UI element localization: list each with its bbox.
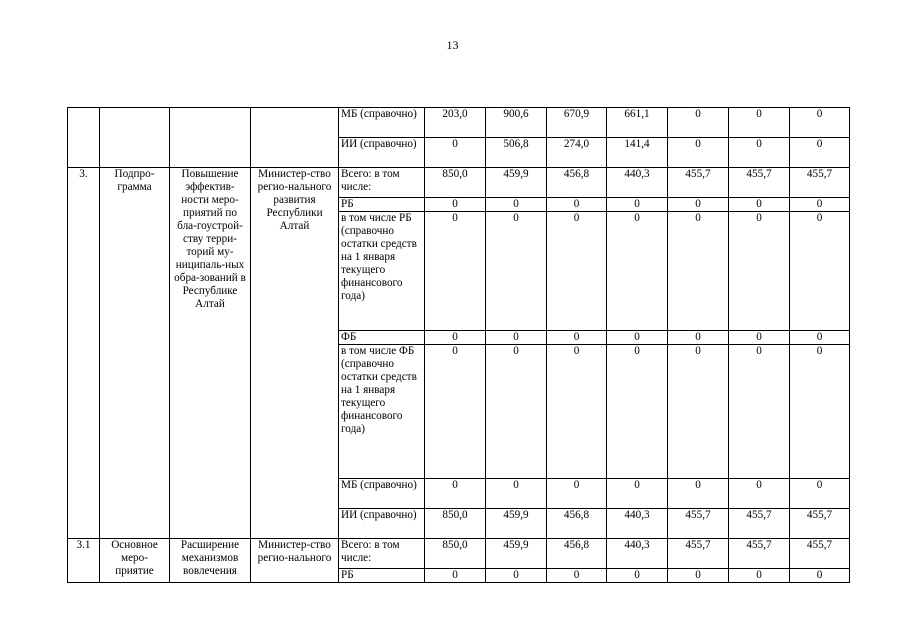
value-cell: 0	[547, 331, 607, 345]
value-cell: 0	[668, 138, 729, 168]
source-cell: МБ (справочно)	[339, 479, 425, 509]
value-cell: 455,7	[668, 539, 729, 569]
value-cell: 0	[607, 198, 668, 212]
status-cell	[100, 108, 170, 168]
value-cell: 141,4	[607, 138, 668, 168]
value-cell: 850,0	[425, 168, 486, 198]
value-cell: 0	[790, 138, 850, 168]
value-cell: 455,7	[790, 168, 850, 198]
executor-cell: Министер-ство регио-нального	[251, 539, 339, 583]
value-cell: 0	[425, 212, 486, 331]
value-cell: 440,3	[607, 539, 668, 569]
source-cell: ИИ (справочно)	[339, 509, 425, 539]
value-cell: 0	[729, 138, 790, 168]
source-cell: ИИ (справочно)	[339, 138, 425, 168]
value-cell: 0	[486, 212, 547, 331]
value-cell: 0	[668, 569, 729, 583]
name-cell: Повышение эффектив-ности меро-приятий по бла-гоустрой-ству терри-торий му-ниципаль-ных обра-зований в Республике Алтай	[170, 168, 251, 539]
value-cell: 900,6	[486, 108, 547, 138]
value-cell: 440,3	[607, 168, 668, 198]
value-cell: 0	[790, 331, 850, 345]
value-cell: 0	[486, 331, 547, 345]
value-cell: 0	[425, 138, 486, 168]
source-cell: ФБ	[339, 331, 425, 345]
value-cell: 0	[729, 212, 790, 331]
value-cell: 459,9	[486, 168, 547, 198]
value-cell: 0	[547, 345, 607, 479]
name-cell: Расширение механизмов вовлечения	[170, 539, 251, 583]
value-cell: 0	[668, 198, 729, 212]
page-number: 13	[446, 38, 459, 52]
table-row	[68, 168, 850, 198]
value-cell: 0	[607, 479, 668, 509]
value-cell: 0	[729, 345, 790, 479]
table-row	[68, 108, 850, 138]
value-cell: 0	[729, 108, 790, 138]
value-cell: 0	[668, 479, 729, 509]
source-cell: Всего: в том числе:	[339, 539, 425, 569]
value-cell: 455,7	[729, 509, 790, 539]
value-cell: 456,8	[547, 509, 607, 539]
value-cell: 0	[486, 569, 547, 583]
value-cell: 459,9	[486, 539, 547, 569]
value-cell: 455,7	[729, 539, 790, 569]
value-cell: 459,9	[486, 509, 547, 539]
value-cell: 440,3	[607, 509, 668, 539]
value-cell: 0	[425, 345, 486, 479]
number-cell	[68, 108, 100, 168]
value-cell: 0	[425, 331, 486, 345]
value-cell: 455,7	[790, 509, 850, 539]
value-cell: 455,7	[790, 539, 850, 569]
value-cell: 0	[425, 198, 486, 212]
value-cell: 0	[729, 569, 790, 583]
value-cell: 0	[668, 108, 729, 138]
value-cell: 0	[790, 569, 850, 583]
value-cell: 455,7	[668, 509, 729, 539]
value-cell: 0	[486, 479, 547, 509]
source-cell: РБ	[339, 569, 425, 583]
value-cell: 850,0	[425, 509, 486, 539]
value-cell: 0	[547, 479, 607, 509]
number-cell: 3.1	[68, 539, 100, 583]
value-cell: 0	[486, 345, 547, 479]
status-cell: Основное меро-приятие	[100, 539, 170, 583]
value-cell: 455,7	[668, 168, 729, 198]
value-cell: 456,8	[547, 539, 607, 569]
value-cell: 661,1	[607, 108, 668, 138]
source-cell: Всего: в том числе:	[339, 168, 425, 198]
value-cell: 274,0	[547, 138, 607, 168]
value-cell: 0	[729, 331, 790, 345]
value-cell: 0	[425, 479, 486, 509]
value-cell: 0	[790, 212, 850, 331]
value-cell: 0	[607, 569, 668, 583]
executor-cell	[251, 108, 339, 168]
value-cell: 0	[547, 198, 607, 212]
source-cell: РБ	[339, 198, 425, 212]
source-cell: в том числе РБ (справочно остатки средств на 1 января текущего финансового года)	[339, 212, 425, 331]
value-cell: 0	[607, 212, 668, 331]
value-cell: 0	[547, 212, 607, 331]
value-cell: 0	[607, 331, 668, 345]
value-cell: 0	[790, 479, 850, 509]
value-cell: 0	[790, 345, 850, 479]
value-cell: 0	[668, 345, 729, 479]
value-cell: 0	[607, 345, 668, 479]
status-cell: Подпро-грамма	[100, 168, 170, 539]
value-cell: 0	[790, 108, 850, 138]
value-cell: 506,8	[486, 138, 547, 168]
budget-table	[67, 107, 850, 583]
value-cell: 203,0	[425, 108, 486, 138]
value-cell: 0	[425, 569, 486, 583]
number-cell: 3.	[68, 168, 100, 539]
value-cell: 0	[668, 331, 729, 345]
table-row	[68, 539, 850, 569]
name-cell	[170, 108, 251, 168]
value-cell: 0	[547, 569, 607, 583]
value-cell: 455,7	[729, 168, 790, 198]
source-cell: в том числе ФБ (справочно остатки средств на 1 января текущего финансового года)	[339, 345, 425, 479]
value-cell: 0	[668, 212, 729, 331]
value-cell: 850,0	[425, 539, 486, 569]
value-cell: 0	[729, 479, 790, 509]
executor-cell: Министер-ство регио-нального развития Республики Алтай	[251, 168, 339, 539]
value-cell: 456,8	[547, 168, 607, 198]
value-cell: 670,9	[547, 108, 607, 138]
value-cell: 0	[729, 198, 790, 212]
source-cell: МБ (справочно)	[339, 108, 425, 138]
value-cell: 0	[790, 198, 850, 212]
value-cell: 0	[486, 198, 547, 212]
